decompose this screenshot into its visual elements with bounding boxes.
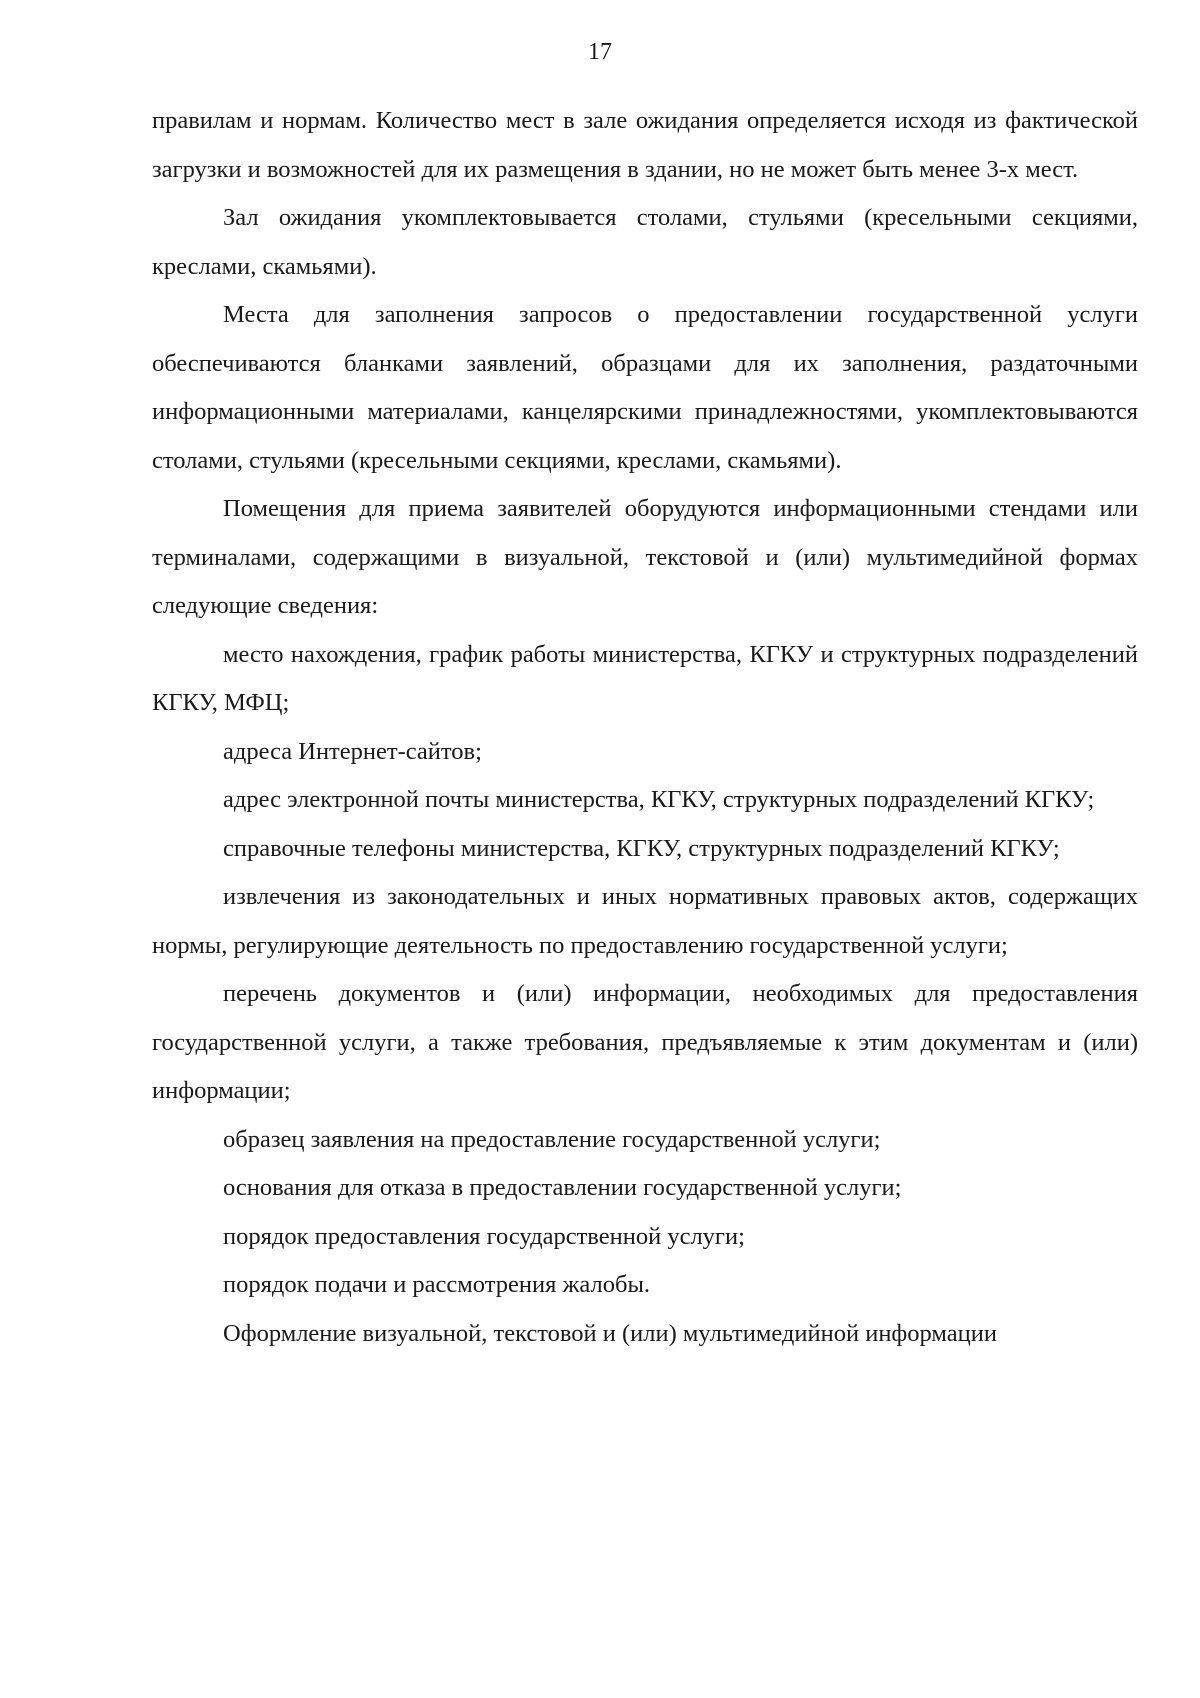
list-item-email-addresses: адрес электронной почты министерства, КГКУ, структурных подразделений КГКУ; [223,786,1095,813]
list-item-phone-numbers: справочные телефоны министерства, КГКУ, структурных подразделений КГКУ; [223,834,1060,862]
list-item-application-sample: образец заявления на предоставление государственной услуги; [223,1125,881,1153]
list-item-complaint-procedure: порядок подачи и рассмотрения жалобы. [223,1271,651,1298]
list-item-location-schedule: место нахождения, график работы министерства, КГКУ и структурных подразделений КГКУ, МФЦ; [152,640,1138,716]
page-number: 17 [588,39,612,65]
list-item-website-addresses: адреса Интернет-сайтов; [223,737,482,765]
paragraph-reception-rooms: Помещения для приема заявителей оборудуются информационными стендами или терминалами, содержащими в визуальной, текстовой и (или) мультимедийной формах следующие сведения: [152,495,1138,619]
list-item-required-documents: перечень документов и (или) информации, необходимых для предоставления государственной услуги, а также требования, предъявляемые к этим документам и (или) информации; [152,980,1138,1104]
paragraph-waiting-hall-furniture: Зал ожидания укомплектовывается столами, стульями (кресельными секциями, креслами, скамьями). [152,204,1138,280]
paragraph-request-filling-places: Места для заполнения запросов о предоставлении государственной услуги обеспечиваются бланками заявлений, образцами для их заполнения, раздаточными информационными материалами, канцелярскими принадлежностями, укомплектовываются столами, стульями (кресельными секциями, креслами, скамьями). [152,301,1138,474]
paragraph-waiting-hall-seats: правилам и нормам. Количество мест в зале ожидания определяется исходя из фактической загрузки и возможностей для их размещения в здании, но не может быть менее 3-х мест. [152,107,1138,183]
list-item-refusal-grounds: основания для отказа в предоставлении государственной услуги; [223,1174,902,1201]
list-item-service-procedure: порядок предоставления государственной услуги; [223,1222,745,1250]
paragraph-information-design: Оформление визуальной, текстовой и (или) мультимедийной информации [223,1319,997,1347]
list-item-legal-extracts: извлечения из законодательных и иных нормативных правовых актов, содержащих нормы, регулирующие деятельность по предоставлению государственной услуги; [152,883,1138,959]
document-body [152,97,1138,1358]
